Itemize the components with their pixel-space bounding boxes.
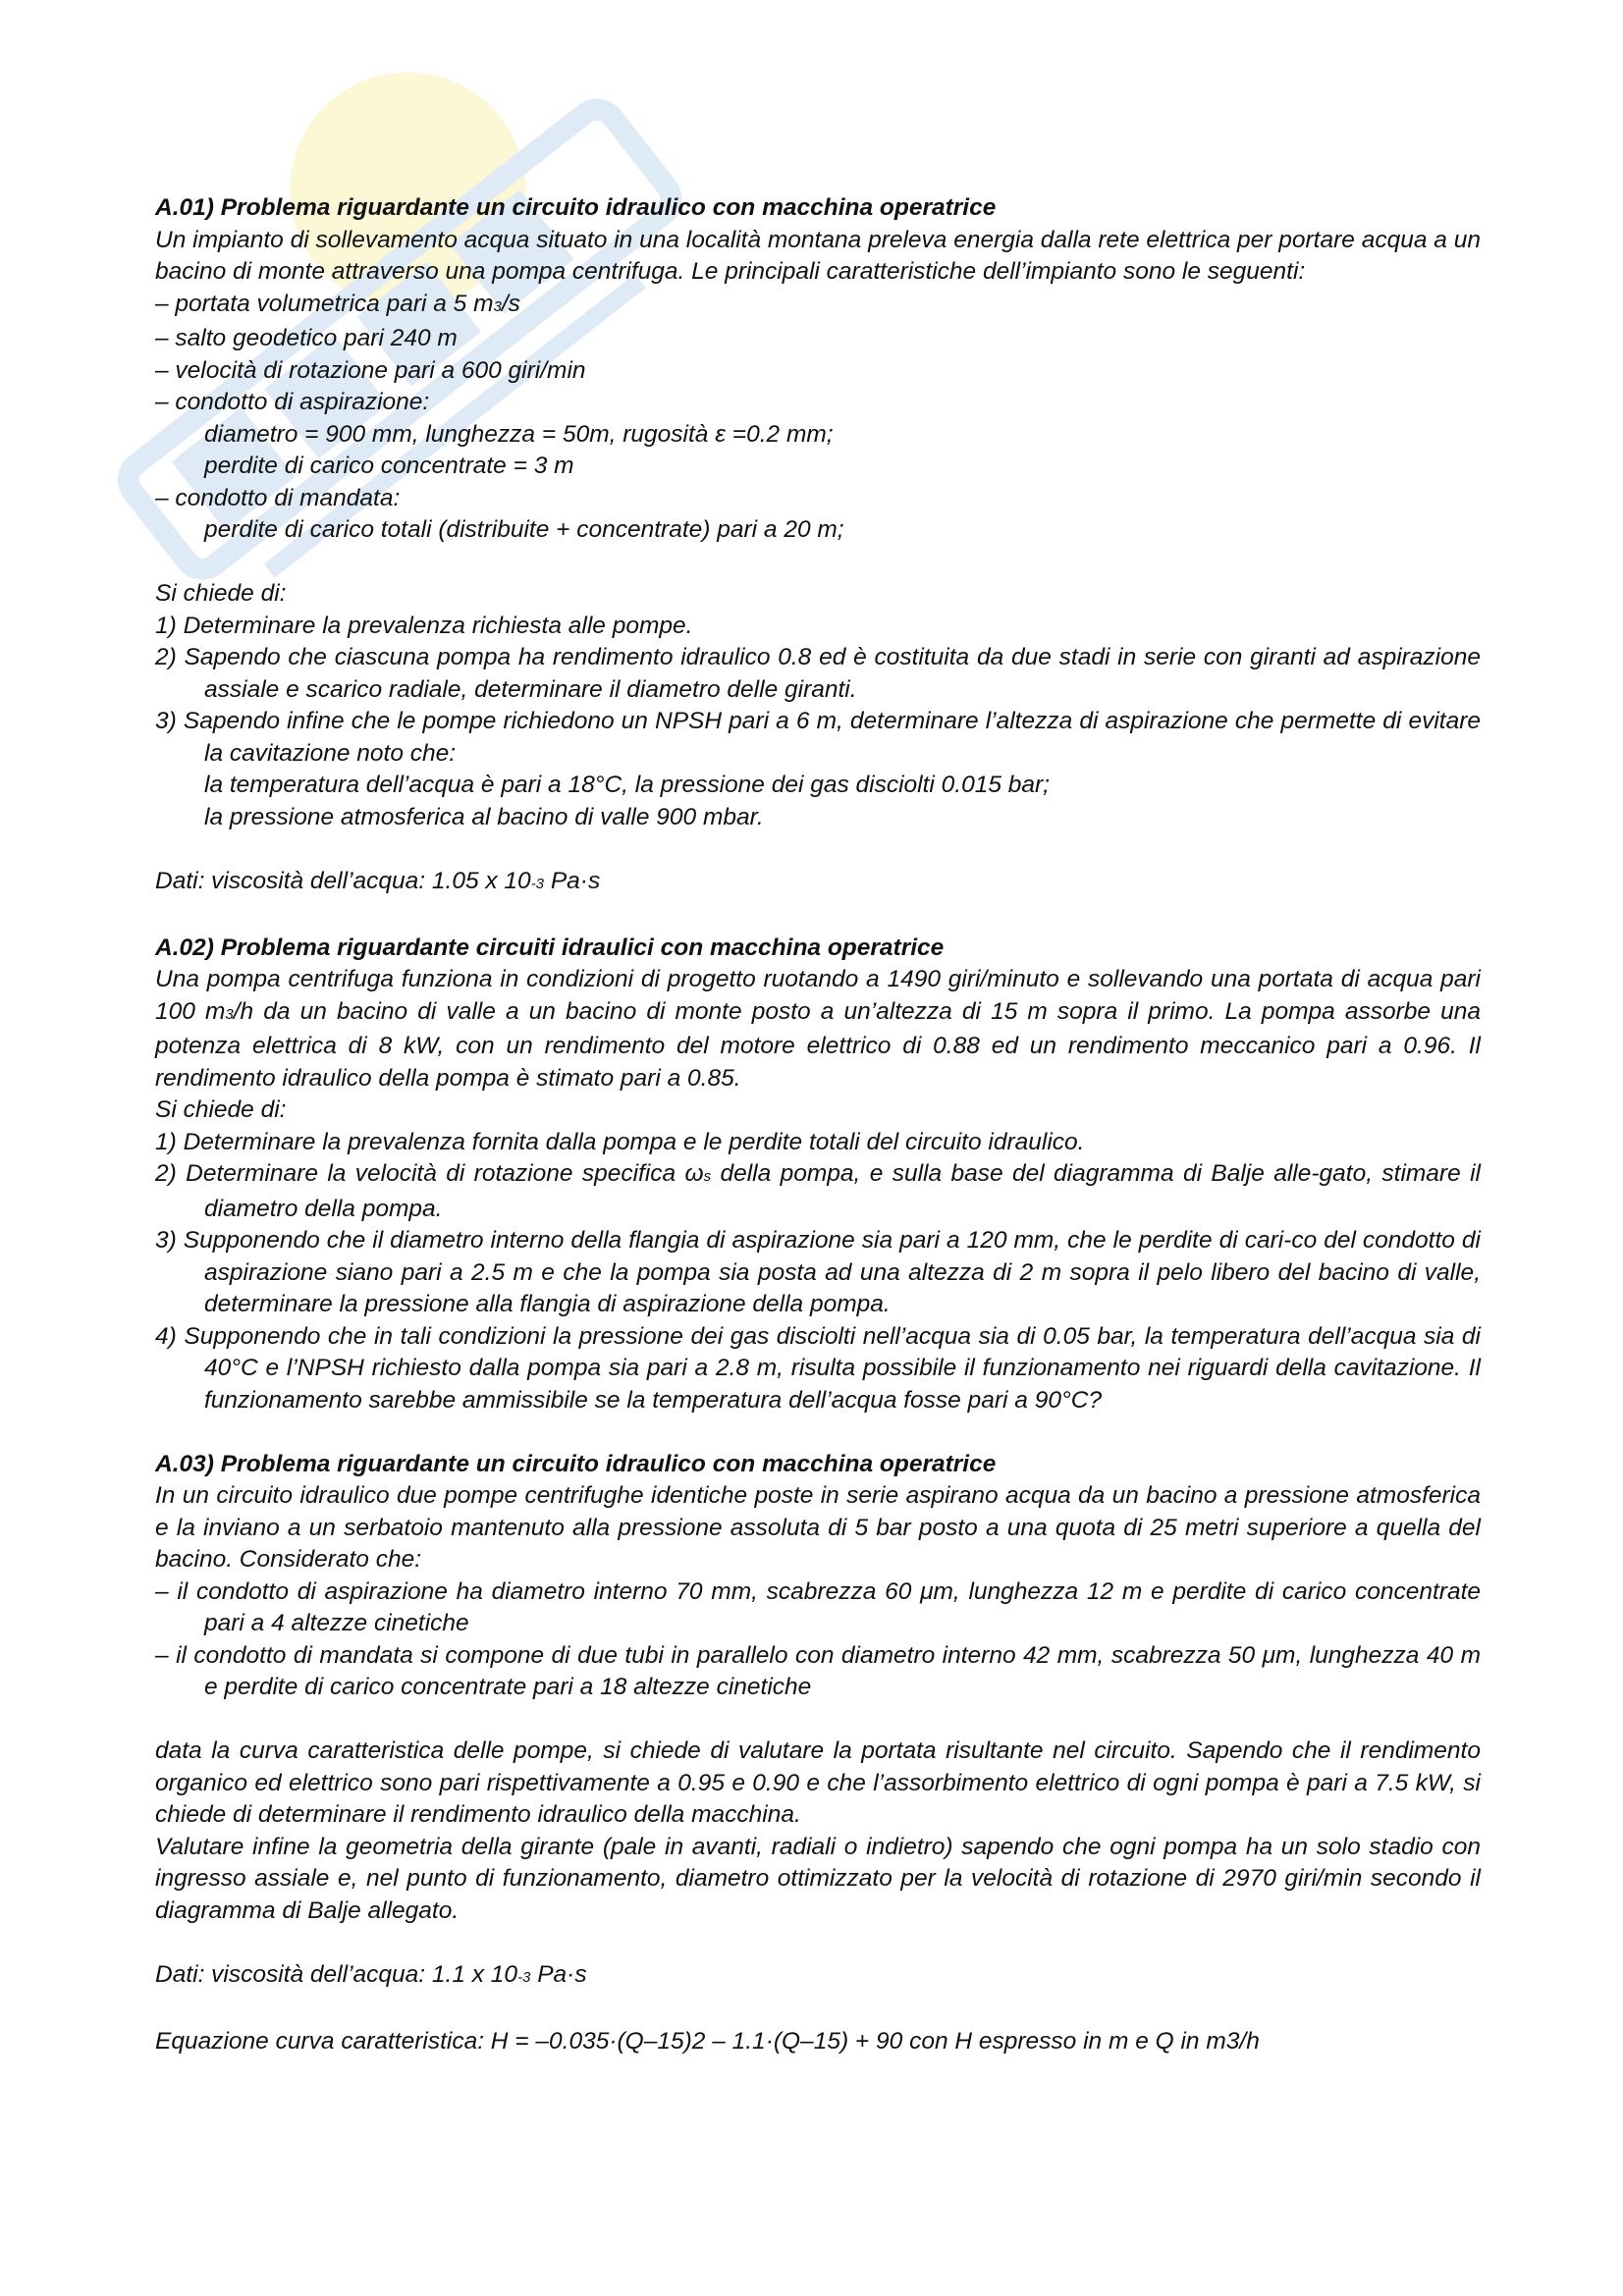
question-lead: Si chiede di: [155, 1096, 287, 1123]
problem-intro: Una pompa centrifuga funziona in condizioni di progetto ruotando a 1490 giri/minuto e sollevando una portata di acqua pari 100 m3/h da un bacino di valle a un bacino di monte posto a un’altezza di 15 m sopra il primo. La pompa assorbe una potenza elettrica di 8 kW, con un rendimento del motore elettrico di 0.88 ed un rendimento meccanico pari a 0.96. Il rendimento idraulico della pompa è stimato pari a 0.85. [155, 966, 1481, 1092]
list-item: – condotto di mandata: [155, 484, 401, 511]
problem-a03 [155, 1449, 1481, 2058]
question-subitem: la temperatura dell’acqua è pari a 18°C, la pressione dei gas disciolti 0.015 bar; [204, 772, 1050, 798]
problem-title: A.03) Problema riguardante un circuito idraulico con macchina operatrice [155, 1450, 997, 1477]
question-item: 4) Supponendo che in tali condizioni la pressione dei gas disciolti nell’acqua sia di 0.05 bar, la temperatura dell’acqua sia di 40°C e l’NPSH richiesto dalla pompa sia pari a 2.8 m, risulta possibile il funzionamento nei riguardi della cavitazione. Il funzionamento sarebbe ammissibile se la temperatura dell’acqua fosse pari a 90°C? [155, 1322, 1481, 1414]
list-item: – il condotto di aspirazione ha diametro interno 70 mm, scabrezza 60 μm, lunghezza 12 m e perdite di carico concentrate pari a 4 altezze cinetiche [155, 1577, 1481, 1636]
question-item: 3) Supponendo che il diametro interno della flangia di aspirazione sia pari a 120 mm, che le perdite di cari-co del condotto di aspirazione siano pari a 2.5 m e che la pompa sia posta ad una altezza di 2 m sopra il pelo libero del bacino di valle, determinare la pressione alla flangia di aspirazione della pompa. [155, 1227, 1481, 1317]
question-item: 2) Sapendo che ciascuna pompa ha rendimento idraulico 0.8 ed è costituita da due stadi in serie con giranti ad aspirazione assiale e scarico radiale, determinare il diametro delle giranti. [155, 644, 1481, 703]
list-item: – portata volumetrica pari a 5 m3/s [155, 290, 520, 317]
paragraph: data la curva caratteristica delle pompe, si chiede di valutare la portata risultante nel circuito. Sapendo che il rendimento organico ed elettrico sono pari rispettivamente a 0.95 e 0.90 e che l’assorbimento elettrico di ogni pompa è pari a 7.5 kW, si chiede di determinare il rendimento idraulico della macchina. [155, 1737, 1481, 1828]
problem-a01 [155, 192, 1481, 900]
list-item: – condotto di aspirazione: [155, 389, 430, 415]
problem-title: A.02) Problema riguardante circuiti idraulici con macchina operatrice [155, 934, 945, 961]
paragraph: Valutare infine la geometria della girante (pale in avanti, radiali o indietro) sapendo che ogni pompa ha un solo stadio con ingresso assiale e, nel punto di funzionamento, diametro ottimizzato per la velocità di rotazione di 2970 giri/min secondo il diagramma di Balje allegato. [155, 1833, 1481, 1924]
problem-intro: Un impianto di sollevamento acqua situato in una località montana preleva energia dalla rete elettrica per portare acqua a un bacino di monte attraverso una pompa centrifuga. Le principali caratteristiche dell’impianto sono le seguenti: [155, 226, 1481, 285]
data-line: Dati: viscosità dell’acqua: 1.05 x 10-3 Pa·s [155, 867, 601, 894]
equation-line: Equazione curva caratteristica: H = –0.035·(Q–15)2 – 1.1·(Q–15) + 90 con H espresso in m e Q in m3/h [155, 2027, 1260, 2055]
list-subitem: perdite di carico totali (distribuite + concentrate) pari a 20 m; [204, 516, 844, 543]
question-subitem: la pressione atmosferica al bacino di valle 900 mbar. [204, 803, 764, 830]
problem-intro: In un circuito idraulico due pompe centrifughe identiche poste in serie aspirano acqua da un bacino a pressione atmosferica e la inviano a un serbatoio mantenuto alla pressione assoluta di 5 bar posto a una quota di 25 metri superiore a quella del bacino. Considerato che: [155, 1482, 1481, 1573]
problem-a02 [155, 933, 1481, 1417]
data-line: Dati: viscosità dell’acqua: 1.1 x 10-3 Pa·s [155, 1960, 587, 1988]
question-lead: Si chiede di: [155, 580, 287, 607]
problem-title: A.01) Problema riguardante un circuito idraulico con macchina operatrice [155, 194, 997, 221]
question-item: 2) Determinare la velocità di rotazione specifica ωs della pompa, e sulla base del diagramma di Balje alle-gato, stimare il diametro della pompa. [155, 1160, 1481, 1222]
list-item: – il condotto di mandata si compone di due tubi in parallelo con diametro interno 42 mm, scabrezza 50 μm, lunghezza 40 m e perdite di carico concentrate pari a 18 altezze cinetiche [155, 1641, 1481, 1700]
list-item: – salto geodetico pari 240 m [155, 325, 458, 351]
list-subitem: perdite di carico concentrate = 3 m [204, 453, 574, 479]
list-subitem: diametro = 900 mm, lunghezza = 50m, rugosità ε =0.2 mm; [204, 420, 834, 448]
question-item: 3) Sapendo infine che le pompe richiedono un NPSH pari a 6 m, determinare l’altezza di aspirazione che permette di evitare la cavitazione noto che: [155, 708, 1481, 767]
document-page [155, 192, 1481, 2057]
list-item: – velocità di rotazione pari a 600 giri/min [155, 356, 586, 384]
question-item: 1) Determinare la prevalenza richiesta alle pompe. [155, 612, 693, 639]
question-item: 1) Determinare la prevalenza fornita dalla pompa e le perdite totali del circuito idraulico. [155, 1128, 1085, 1155]
